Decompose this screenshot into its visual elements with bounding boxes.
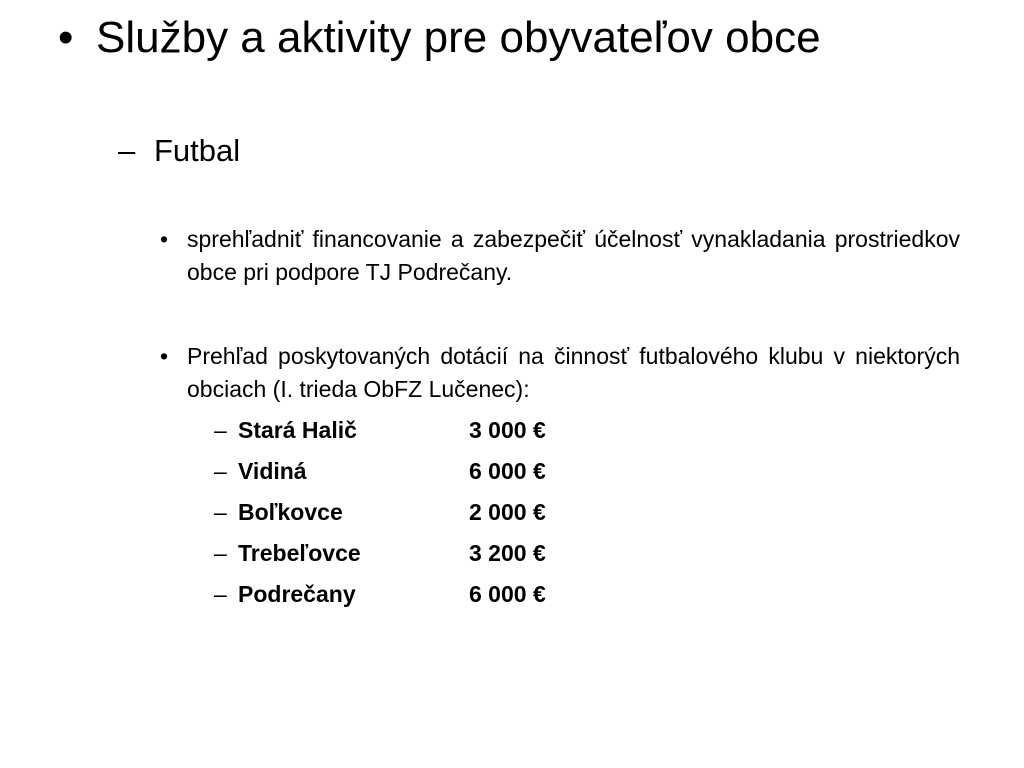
slide-title-row — [58, 12, 821, 64]
subheading: Futbal — [154, 133, 241, 168]
dotation-amount: 3 000 € — [469, 417, 546, 443]
subheading-row — [118, 131, 240, 171]
dotation-town: Podrečany — [238, 581, 356, 607]
slide-title: Služby a aktivity pre obyvateľov obce — [96, 13, 821, 62]
dotation-town: Stará Halič — [238, 417, 357, 443]
bullet-text: sprehľadniť financovanie a zabezpečiť účelnosť vynakladania prostriedkov obce pri podpore TJ Podrečany. — [187, 226, 960, 285]
dotation-amount: 6 000 € — [469, 458, 546, 484]
dotation-town: Trebeľovce — [238, 540, 361, 566]
dotation-row — [214, 496, 589, 537]
bullet-marker: • — [160, 343, 169, 369]
bullet-item — [160, 223, 960, 289]
bullet-item — [160, 340, 960, 406]
dotation-amount: 2 000 € — [469, 499, 546, 525]
dotation-dash: – — [214, 417, 227, 443]
subheading-dash: – — [118, 133, 136, 168]
dotation-dash: – — [214, 540, 227, 566]
dotation-list — [214, 414, 589, 619]
dotation-row — [214, 414, 589, 455]
dotation-row — [214, 537, 589, 578]
dotation-town: Vidiná — [238, 458, 307, 484]
dotation-town: Boľkovce — [238, 499, 343, 525]
dotation-dash: – — [214, 499, 227, 525]
dotation-amount: 3 200 € — [469, 540, 546, 566]
dotation-row — [214, 455, 589, 496]
dotation-dash: – — [214, 458, 227, 484]
dotation-dash: – — [214, 581, 227, 607]
bullet-marker: • — [160, 226, 169, 252]
dotation-row — [214, 578, 589, 619]
title-bullet: • — [58, 13, 74, 62]
bullet-text: Prehľad poskytovaných dotácií na činnosť futbalového klubu v niektorých obciach (I. trieda ObFZ Lučenec): — [187, 343, 960, 402]
dotation-amount: 6 000 € — [469, 581, 546, 607]
